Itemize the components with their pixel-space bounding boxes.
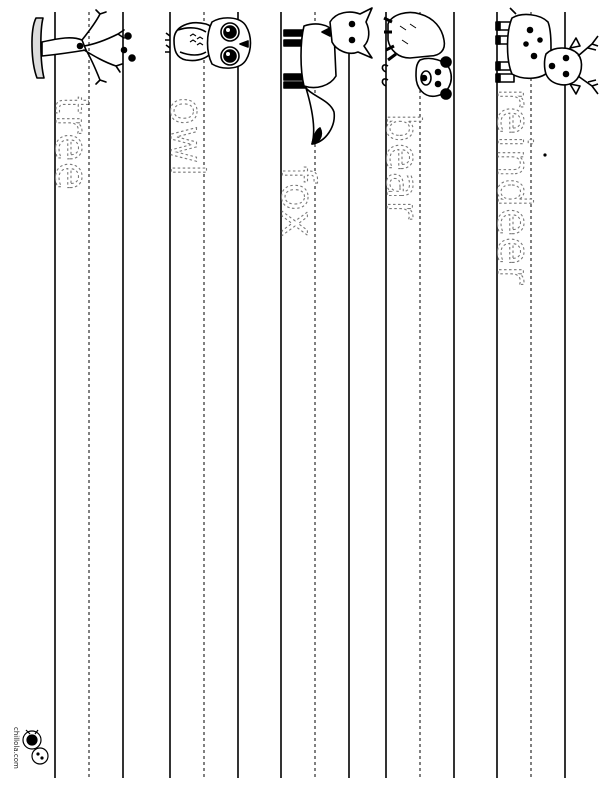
reindeer-spot bbox=[524, 42, 528, 46]
reindeer-spot bbox=[538, 38, 542, 42]
tracing-word-reindeer: reindeer bbox=[487, 88, 541, 285]
monkey-face-icon bbox=[32, 748, 48, 764]
owl-eye-shine bbox=[226, 28, 230, 32]
bear-nose bbox=[422, 76, 427, 81]
lion-mane-icon bbox=[27, 735, 37, 745]
site-credit: chillola.com bbox=[12, 727, 20, 769]
monkey-eye-icon bbox=[40, 756, 43, 759]
reindeer-spot bbox=[528, 28, 533, 33]
tracing-word-tree: tree bbox=[45, 96, 99, 191]
monkey-eye-icon bbox=[36, 752, 39, 755]
tree-branches bbox=[82, 10, 124, 84]
tree-bud bbox=[122, 48, 127, 53]
bear-ear bbox=[441, 89, 451, 99]
owl-picture bbox=[165, 18, 251, 68]
fox-eye bbox=[350, 38, 355, 43]
bear-paw bbox=[382, 65, 388, 86]
fox-eye bbox=[350, 22, 355, 27]
fox-picture bbox=[284, 8, 372, 144]
tree-knot bbox=[78, 44, 83, 49]
bear-body bbox=[388, 12, 444, 58]
owl-eye-shine bbox=[226, 52, 230, 56]
tree-bud bbox=[129, 55, 135, 61]
tracing-word-owl: owl bbox=[160, 97, 214, 178]
tracing-words bbox=[45, 88, 541, 285]
chillola-logo bbox=[23, 730, 48, 764]
tree-picture bbox=[32, 10, 135, 84]
tree-bud bbox=[125, 33, 131, 39]
reindeer-spot bbox=[532, 54, 537, 59]
reindeer-eye bbox=[564, 56, 569, 61]
owl-pupil-left bbox=[224, 26, 236, 38]
tracing-word-fox: fox bbox=[271, 166, 325, 238]
owl-pupil-right bbox=[224, 50, 236, 62]
tracing-dot bbox=[543, 153, 546, 156]
fox-head bbox=[330, 8, 372, 58]
bear-eye bbox=[436, 82, 441, 87]
reindeer-picture bbox=[496, 8, 598, 94]
reindeer-tail bbox=[510, 8, 516, 14]
bear-picture bbox=[382, 12, 451, 99]
reindeer-nose bbox=[550, 64, 555, 69]
reindeer-eye bbox=[564, 72, 569, 77]
bear-ear bbox=[441, 57, 451, 67]
tracing-word-bear: bear bbox=[376, 113, 430, 220]
bear-eye bbox=[436, 70, 441, 75]
